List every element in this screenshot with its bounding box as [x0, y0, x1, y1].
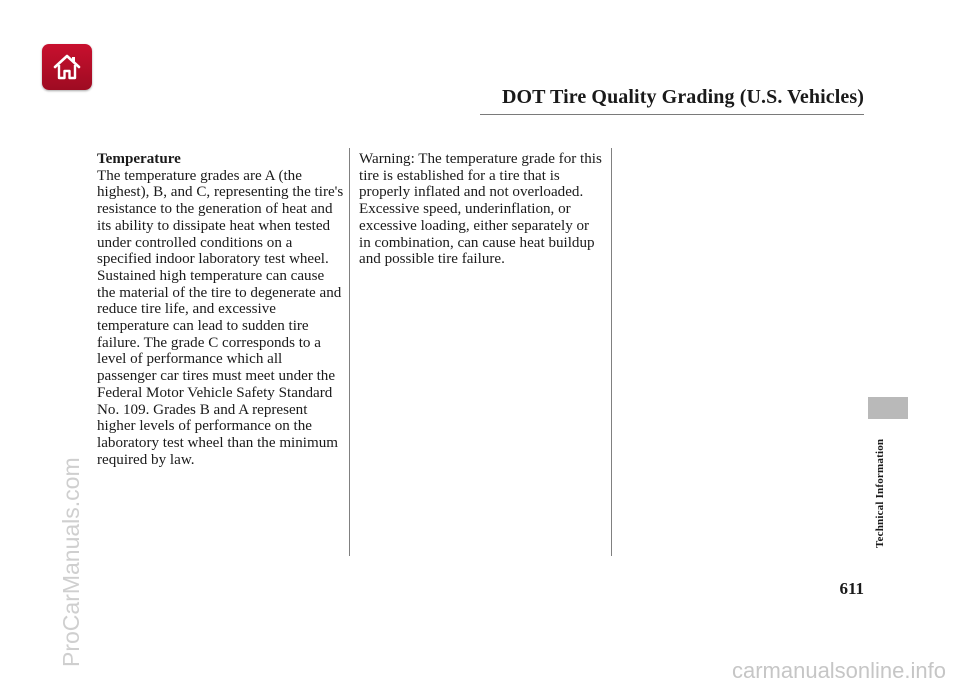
column-divider [349, 148, 350, 556]
middle-column [359, 151, 603, 268]
left-column [97, 151, 345, 468]
temperature-heading: Temperature [97, 151, 181, 167]
warning-paragraph: Warning: The temperature grade for this tire is established for a tire that is properly inflated and not overloaded. Excessive speed, underinflation, or excessive loading, either separately or in combination, can cause heat buildup and possible tire failure. [359, 151, 602, 268]
title-rule [480, 114, 864, 115]
temperature-paragraph: The temperature grades are A (the highest), B, and C, representing the tire's resistance to the generation of heat and its ability to dissipate heat when tested under controlled conditions on a specified indoor laboratory test wheel. Sustained high temperature can cause the material of the tire to degenerate and reduce tire life, and excessive temperature can lead to sudden tire failure. The grade C corresponds to a level of performance which all passenger car tires must meet under the Federal Motor Vehicle Safety Standard No. 109. Grades B and A represent higher levels of performance on the laboratory test wheel than the minimum required by law. [97, 167, 344, 468]
page-number: 611 [839, 579, 864, 598]
column-divider [611, 148, 612, 556]
home-button[interactable] [42, 44, 92, 90]
section-label: Technical Information [874, 438, 886, 548]
watermark-left: ProCarManuals.com [58, 457, 84, 667]
watermark-bottom: carmanualsonline.info [731, 658, 946, 683]
home-icon [52, 53, 82, 81]
section-title: DOT Tire Quality Grading (U.S. Vehicles) [501, 86, 864, 108]
section-tab[interactable] [868, 397, 908, 419]
